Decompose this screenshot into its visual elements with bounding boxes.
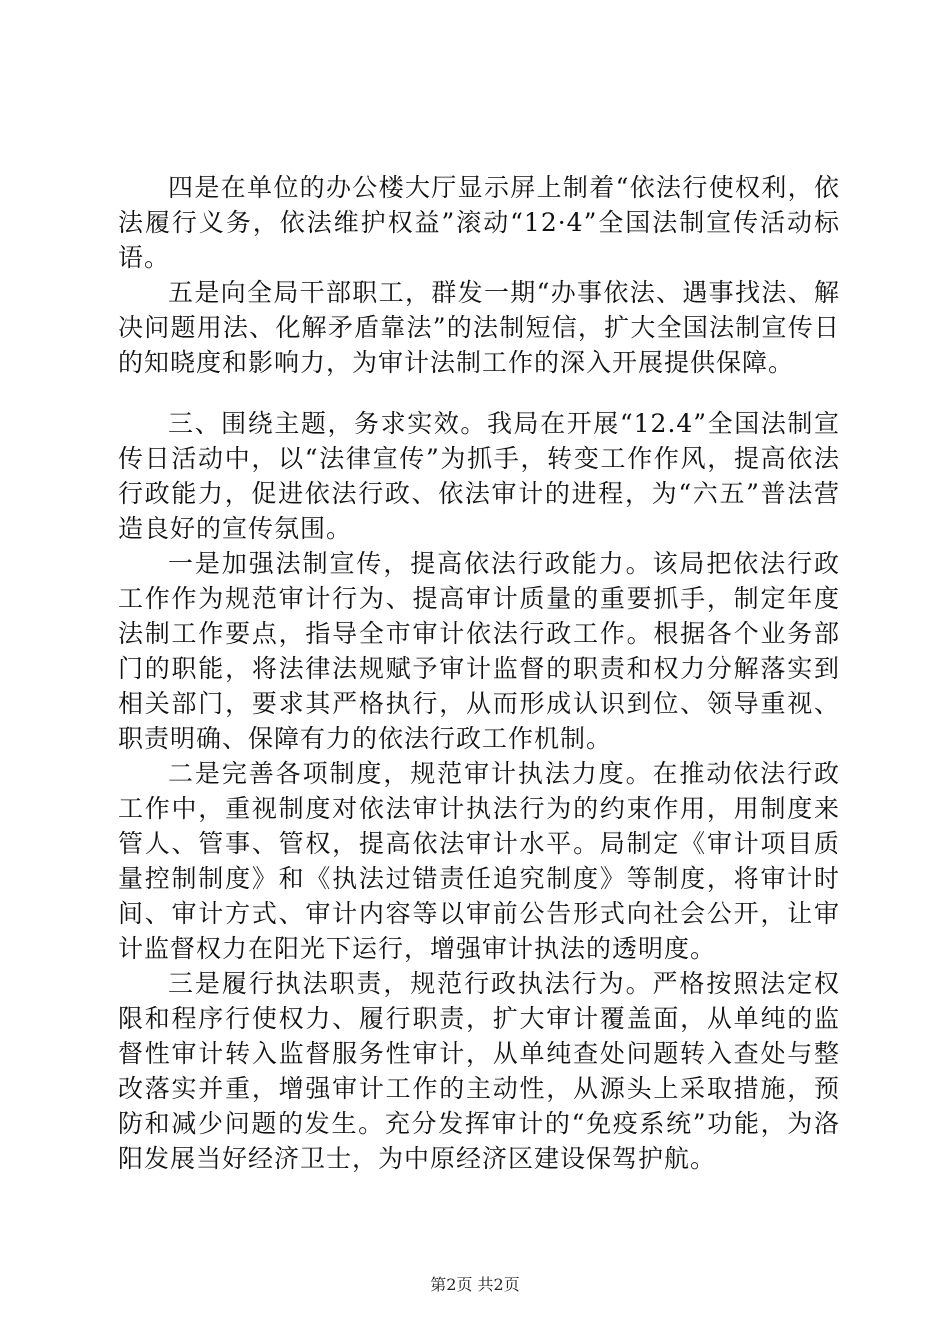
page-number-footer: 第2页 共2页 <box>430 1275 520 1294</box>
paragraph-item-two: 二是完善各项制度，规范审计执法力度。在推动依法行政工作中，重视制度对依法审计执法行为的约束作用，用制度来管人、管事、管权，提高依法审计水平。局制定《审计项目质量控制制度》和《执法过错责任追究制度》等制度，将审计时间、审计方式、审计内容等以审前公告形式向社会公开，让审计监督权力在阳光下运行，增强审计执法的透明度。 <box>118 759 840 963</box>
document-body <box>118 170 840 1176</box>
paragraph-section-three: 三、围绕主题，务求实效。我局在开展“12.4”全国法制宣传日活动中，以“法律宣传”为抓手，转变工作作风，提高依法行政能力，促进依法行政、依法审计的进程，为“六五”普法营造良好的宣传氛围。 <box>118 409 840 543</box>
paragraph-item-one: 一是加强法制宣传，提高依法行政能力。该局把依法行政工作作为规范审计行为、提高审计质量的重要抓手，制定年度法制工作要点，指导全市审计依法行政工作。根据各个业务部门的职能，将法律法规赋予审计监督的职责和权力分解落实到相关部门，要求其严格执行，从而形成认识到位、领导重视、职责明确、保障有力的依法行政工作机制。 <box>118 549 840 753</box>
paragraph-item-five: 五是向全局干部职工，群发一期“办事依法、遇事找法、解决问题用法、化解矛盾靠法”的法制短信，扩大全国法制宣传日的知晓度和影响力，为审计法制工作的深入开展提供保障。 <box>118 278 840 377</box>
paragraph-item-three: 三是履行执法职责，规范行政执法行为。严格按照法定权限和程序行使权力、履行职责，扩大审计覆盖面，从单纯的监督性审计转入监督服务性审计，从单纯查处问题转入查处与整改落实并重，增强审计工作的主动性，从源头上采取措施，预防和减少问题的发生。充分发挥审计的“免疫系统”功能，为洛阳发展当好经济卫士，为中原经济区建设保驾护航。 <box>118 969 840 1173</box>
paragraph-item-four: 四是在单位的办公楼大厅显示屏上制着“依法行使权利，依法履行义务，依法维护权益”滚动“12·4”全国法制宣传活动标语。 <box>118 173 840 272</box>
section-spacer <box>118 380 840 406</box>
